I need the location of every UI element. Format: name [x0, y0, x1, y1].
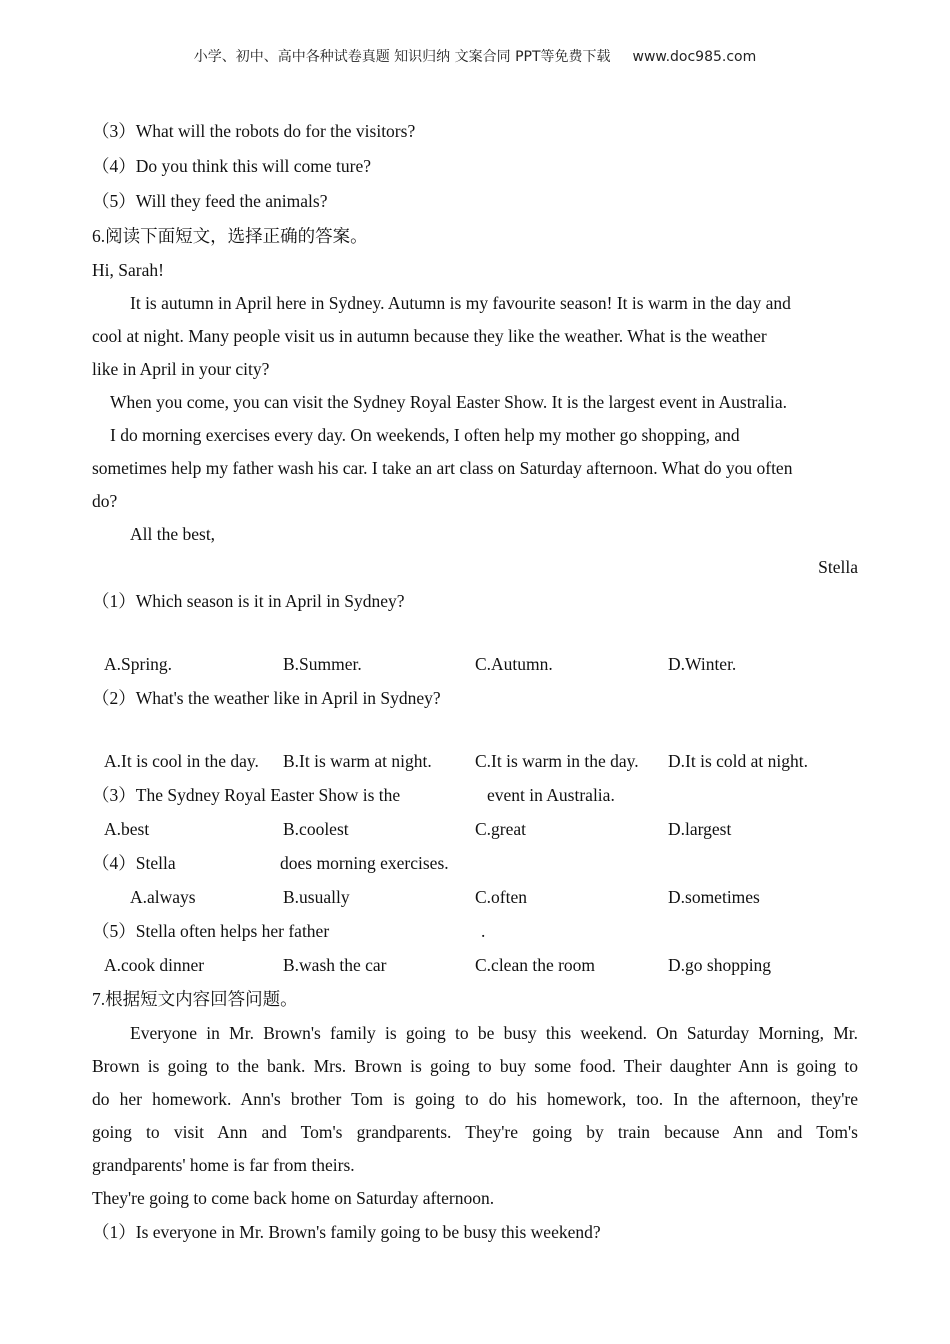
- section6-title: 6.阅读下面短文，选择正确的答案。: [92, 226, 368, 246]
- q5-option-d[interactable]: D.go shopping: [668, 955, 772, 975]
- section7-title: 7.根据短文内容回答问题。: [92, 989, 298, 1009]
- question-5-tail: .: [481, 921, 486, 941]
- prev-question-4: （4）Do you think this will come ture?: [92, 156, 371, 176]
- letter-para1-line3: like in April in your city?: [92, 359, 270, 379]
- q3-option-a[interactable]: A.best: [104, 819, 150, 839]
- q1-option-b[interactable]: B.Summer.: [283, 654, 362, 674]
- letter-para2: When you come, you can visit the Sydney Royal Easter Show. It is the largest event in Australia.: [110, 392, 788, 412]
- q5-option-c[interactable]: C.clean the room: [475, 955, 596, 975]
- q4-option-a[interactable]: A.always: [130, 887, 196, 907]
- question-2: （2）What's the weather like in April in Sydney?: [92, 688, 441, 708]
- letter-para3-line3: do?: [92, 491, 118, 511]
- letter-greeting: Hi, Sarah!: [92, 260, 164, 280]
- letter-para3-line2: sometimes help my father wash his car. I take an art class on Saturday afternoon. What do you often: [92, 458, 793, 478]
- question-5: （5）Stella often helps her father: [92, 921, 330, 941]
- q2-option-c[interactable]: C.It is warm in the day.: [475, 751, 639, 771]
- passage-line-4: going to visit Ann and Tom's grandparents. They're going by train because Ann and Tom's: [92, 1122, 858, 1142]
- q1-option-c[interactable]: C.Autumn.: [475, 654, 553, 674]
- passage-line-5: grandparents' home is far from theirs.: [92, 1155, 355, 1175]
- prev-question-3: （3）What will the robots do for the visitors?: [92, 121, 416, 141]
- q4-option-c[interactable]: C.often: [475, 887, 528, 907]
- question-1: （1）Which season is it in April in Sydney?: [92, 591, 405, 611]
- letter-para3-line1: I do morning exercises every day. On weekends, I often help my mother go shopping, and: [110, 425, 740, 445]
- q4-option-d[interactable]: D.sometimes: [668, 887, 760, 907]
- letter-signature: Stella: [818, 557, 858, 577]
- header-url[interactable]: www.doc985.com: [632, 49, 757, 65]
- passage-line-1: Everyone in Mr. Brown's family is going to be busy this weekend. On Saturday Morning, Mr.: [130, 1023, 858, 1043]
- question-4-tail: does morning exercises.: [280, 853, 449, 873]
- letter-closing: All the best,: [130, 524, 216, 544]
- question-3: （3）The Sydney Royal Easter Show is the: [92, 785, 401, 805]
- q2-option-b[interactable]: B.It is warm at night.: [283, 751, 432, 771]
- letter-para1-line2: cool at night. Many people visit us in autumn because they like the weather. What is the weather: [92, 326, 767, 346]
- section7-question-1: （1）Is everyone in Mr. Brown's family going to be busy this weekend?: [92, 1222, 601, 1242]
- q3-option-c[interactable]: C.great: [475, 819, 527, 839]
- question-4: （4）Stella: [92, 853, 176, 873]
- passage-line-3: do her homework. Ann's brother Tom is going to do his homework, too. In the afternoon, they're: [92, 1089, 858, 1109]
- q5-option-a[interactable]: A.cook dinner: [104, 955, 205, 975]
- q1-option-a[interactable]: A.Spring.: [104, 654, 173, 674]
- q5-option-b[interactable]: B.wash the car: [283, 955, 387, 975]
- letter-para1-line1: It is autumn in April here in Sydney. Autumn is my favourite season! It is warm in the day and: [130, 293, 791, 313]
- header-text: 小学、初中、高中各种试卷真题 知识归纳 文案合同 PPT等免费下载: [193, 49, 611, 65]
- passage-line-2: Brown is going to the bank. Mrs. Brown is going to buy some food. Their daughter Ann is going to: [92, 1056, 858, 1076]
- passage-last-line: They're going to come back home on Saturday afternoon.: [92, 1188, 495, 1208]
- q3-option-b[interactable]: B.coolest: [283, 819, 349, 839]
- q4-option-b[interactable]: B.usually: [283, 887, 350, 907]
- q1-option-d[interactable]: D.Winter.: [668, 654, 737, 674]
- question-3-tail: event in Australia.: [487, 785, 615, 805]
- q3-option-d[interactable]: D.largest: [668, 819, 732, 839]
- page-header: [0, 46, 950, 66]
- prev-question-5: （5）Will they feed the animals?: [92, 191, 328, 211]
- q2-option-d[interactable]: D.It is cold at night.: [668, 751, 808, 771]
- q2-option-a[interactable]: A.It is cool in the day.: [104, 751, 259, 771]
